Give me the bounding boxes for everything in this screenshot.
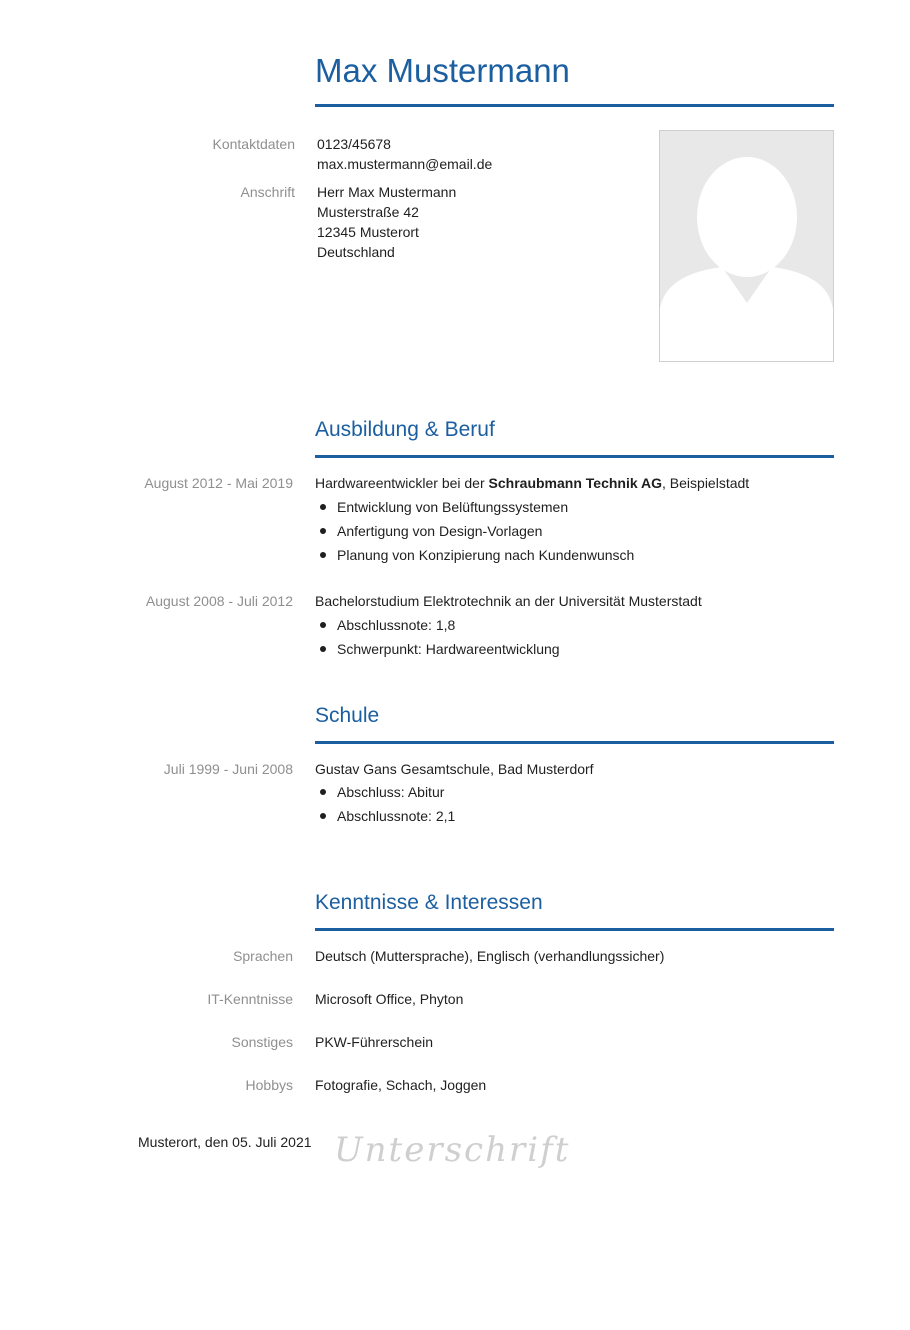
address-line: 12345 Musterort bbox=[317, 224, 419, 240]
section-divider bbox=[315, 928, 834, 931]
list-item: Entwicklung von Belüftungssystemen bbox=[315, 495, 749, 519]
skill-value: PKW-Führerschein bbox=[315, 1034, 434, 1050]
company-name: Schraubmann Technik AG bbox=[488, 475, 663, 491]
period: August 2012 - Mai 2019 bbox=[144, 475, 293, 491]
entry-ausbildung-2 bbox=[315, 591, 702, 661]
signature: Unterschrift bbox=[334, 1130, 571, 1170]
section-title-ausbildung: Ausbildung & Beruf bbox=[315, 418, 495, 441]
bullet-list bbox=[315, 780, 594, 828]
list-item: Planung von Konzipierung nach Kundenwunsch bbox=[315, 543, 749, 567]
cv-name: Max Mustermann bbox=[315, 52, 570, 89]
list-item: Anfertigung von Design-Vorlagen bbox=[315, 519, 749, 543]
skill-label: Sonstiges bbox=[231, 1034, 293, 1050]
skill-value: Microsoft Office, Phyton bbox=[315, 991, 464, 1007]
place-date: Musterort, den 05. Juli 2021 bbox=[138, 1134, 312, 1150]
entry-description: Bachelorstudium Elektrotechnik an der Universität Musterstadt bbox=[315, 593, 702, 609]
entry-ausbildung-1 bbox=[315, 473, 749, 567]
list-item: Abschlussnote: 1,8 bbox=[315, 613, 702, 637]
skill-label: IT-Kenntnisse bbox=[207, 991, 293, 1007]
header-divider bbox=[315, 104, 834, 107]
skill-value: Deutsch (Muttersprache), Englisch (verhandlungssicher) bbox=[315, 948, 665, 964]
list-item: Abschlussnote: 2,1 bbox=[315, 804, 594, 828]
kontakt-label: Kontaktdaten bbox=[212, 136, 295, 152]
section-title-kenntnisse: Kenntnisse & Interessen bbox=[315, 891, 543, 914]
section-divider bbox=[315, 455, 834, 458]
skill-label: Sprachen bbox=[233, 948, 293, 964]
phone: 0123/45678 bbox=[317, 136, 391, 152]
list-item: Schwerpunkt: Hardwareentwicklung bbox=[315, 637, 702, 661]
bullet-list bbox=[315, 495, 749, 567]
period: August 2008 - Juli 2012 bbox=[145, 593, 293, 609]
address-line: Herr Max Mustermann bbox=[317, 184, 457, 200]
section-title-schule: Schule bbox=[315, 704, 380, 727]
entry-description: Hardwareentwickler bei der Schraubmann Technik AG, Beispielstadt bbox=[315, 475, 750, 491]
address-block bbox=[317, 182, 456, 262]
section-divider bbox=[315, 741, 834, 744]
profile-placeholder-icon bbox=[660, 131, 833, 361]
skill-value: Fotografie, Schach, Joggen bbox=[315, 1077, 487, 1093]
address-line: Musterstraße 42 bbox=[317, 204, 419, 220]
list-item: Abschluss: Abitur bbox=[315, 780, 594, 804]
skill-label: Hobbys bbox=[245, 1077, 293, 1093]
entry-description: Gustav Gans Gesamtschule, Bad Musterdorf bbox=[315, 761, 594, 777]
period: Juli 1999 - Juni 2008 bbox=[163, 761, 293, 777]
anschrift-label: Anschrift bbox=[240, 184, 295, 200]
bullet-list bbox=[315, 613, 702, 661]
address-line: Deutschland bbox=[317, 244, 395, 260]
profile-photo bbox=[659, 130, 834, 362]
email: max.mustermann@email.de bbox=[317, 156, 493, 172]
entry-schule-1 bbox=[315, 759, 594, 828]
